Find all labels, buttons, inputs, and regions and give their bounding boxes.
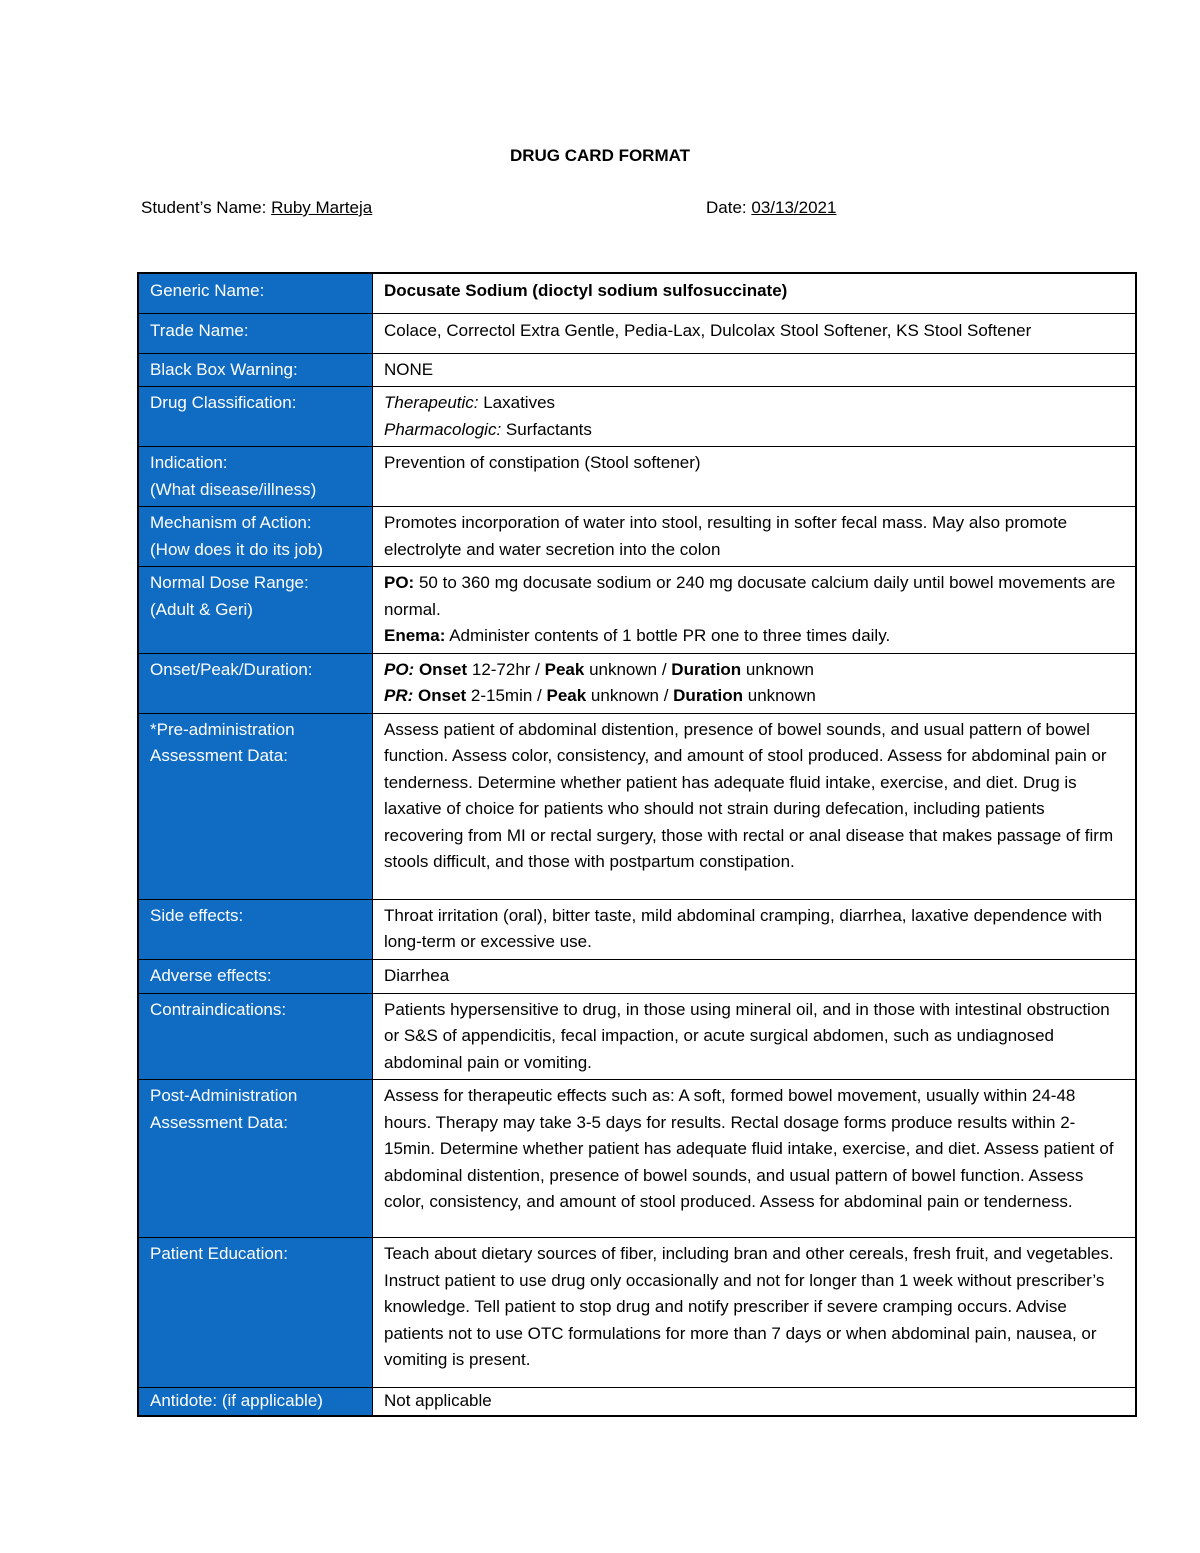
- therapeutic-value: Laxatives: [478, 393, 556, 412]
- onset-pr-duration-value: unknown: [743, 686, 816, 705]
- indication-value: Prevention of constipation (Stool softener): [373, 447, 1137, 507]
- dose-enema-label: Enema:: [384, 626, 446, 645]
- trade-name-label: Trade Name:: [138, 313, 373, 353]
- antidote-label: Antidote: (if applicable): [138, 1388, 373, 1416]
- indication-label-line2: (What disease/illness): [150, 479, 317, 499]
- student-name-value: Ruby Marteja: [271, 198, 373, 217]
- row-pre-administration: [138, 713, 1136, 899]
- onset-po-duration-label: Duration: [671, 659, 742, 679]
- page-title: DRUG CARD FORMAT: [509, 146, 691, 165]
- generic-name-value: Docusate Sodium (dioctyl sodium sulfosuccinate): [373, 273, 1137, 313]
- dose-value: [373, 567, 1137, 654]
- date-line: [706, 198, 836, 218]
- onset-pr-onset-label: Onset: [413, 686, 467, 705]
- mechanism-label-line1: Mechanism of Action:: [150, 513, 312, 532]
- pharmacologic-label: Pharmacologic:: [384, 419, 502, 439]
- trade-name-value: Colace, Correctol Extra Gentle, Pedia-Lax, Dulcolax Stool Softener, KS Stool Softener: [373, 313, 1137, 353]
- patient-education-label: Patient Education:: [138, 1238, 373, 1388]
- post-admin-label: [138, 1080, 373, 1238]
- row-normal-dose-range: [138, 567, 1136, 654]
- pharmacologic-value: Surfactants: [501, 419, 592, 439]
- adverse-effects-label: Adverse effects:: [138, 959, 373, 993]
- row-indication: [138, 447, 1136, 507]
- onset-po-onset-label: Onset: [414, 659, 468, 679]
- date-label: Date:: [706, 198, 752, 217]
- row-post-administration: [138, 1080, 1136, 1238]
- row-patient-education: [138, 1238, 1136, 1388]
- onset-pr-duration-label: Duration: [673, 686, 744, 705]
- onset-po-peak-value: unknown /: [584, 659, 672, 679]
- drug-card-table: [137, 272, 1137, 1417]
- mechanism-value: Promotes incorporation of water into stool, resulting in softer fecal mass. May also promote electrolyte and water secretion into the colon: [373, 507, 1137, 567]
- onset-pr-peak-value: unknown /: [586, 686, 674, 705]
- row-antidote: [138, 1388, 1136, 1416]
- pre-admin-label-line1: *Pre-administration: [150, 719, 295, 739]
- indication-label: [138, 447, 373, 507]
- antidote-value: Not applicable: [373, 1388, 1137, 1416]
- post-admin-label-line2: Assessment Data:: [150, 1112, 288, 1132]
- mechanism-label: [138, 507, 373, 567]
- row-black-box-warning: [138, 353, 1136, 387]
- onset-po-duration-value: unknown: [741, 659, 814, 679]
- dose-label: [138, 567, 373, 654]
- student-name-label: Student’s Name:: [141, 198, 272, 217]
- indication-label-line1: Indication:: [150, 453, 228, 472]
- onset-pr-onset-value: 2-15min /: [466, 686, 547, 705]
- drug-classification-value: [373, 387, 1137, 447]
- side-effects-value: Throat irritation (oral), bitter taste, mild abdominal cramping, diarrhea, laxative dependence with long-term or excessive use.: [373, 899, 1137, 959]
- black-box-value: NONE: [373, 353, 1137, 387]
- black-box-label: Black Box Warning:: [138, 353, 373, 387]
- pre-admin-label-line2: Assessment Data:: [150, 746, 288, 765]
- therapeutic-label: Therapeutic:: [384, 393, 479, 412]
- generic-name-label: Generic Name:: [138, 273, 373, 313]
- row-contraindications: [138, 993, 1136, 1080]
- contraindications-value: Patients hypersensitive to drug, in those using mineral oil, and in those with intestinal obstruction or S&S of appendicitis, fecal impaction, or acute surgical abdomen, such as undiagnosed abdominal pain or vomiting.: [373, 993, 1137, 1080]
- dose-enema-value: Administer contents of 1 bottle PR one to three times daily.: [445, 626, 891, 645]
- dose-po-value: 50 to 360 mg docusate sodium or 240 mg docusate calcium daily until bowel movements are normal.: [384, 573, 1116, 619]
- row-onset-peak-duration: [138, 653, 1136, 713]
- row-mechanism-of-action: [138, 507, 1136, 567]
- onset-pr-peak-label: Peak: [546, 686, 587, 705]
- patient-education-value: Teach about dietary sources of fiber, including bran and other cereals, fresh fruit, and vegetables. Instruct patient to use drug only occasionally and not for longer than 1 week without prescriber’s knowledge. Tell patient to stop drug and notify prescriber if severe cramping occurs. Advise patients not to use OTC formulations for more than 7 days or when abdominal pain, nausea, or vomiting is present.: [373, 1238, 1137, 1388]
- dose-label-line2: (Adult & Geri): [150, 599, 253, 619]
- pre-admin-label: [138, 713, 373, 899]
- row-side-effects: [138, 899, 1136, 959]
- post-admin-label-line1: Post-Administration: [150, 1086, 298, 1105]
- contraindications-label: Contraindications:: [138, 993, 373, 1080]
- student-name-line: [141, 198, 372, 218]
- onset-po-peak-label: Peak: [544, 659, 585, 679]
- onset-pr-route: PR:: [384, 686, 414, 705]
- drug-classification-label: Drug Classification:: [138, 387, 373, 447]
- post-admin-value: Assess for therapeutic effects such as: A soft, formed bowel movement, usually within 24-48 hours. Therapy may take 3-5 days for results. Rectal dosage forms produce results within 2-15min. Determine whether patient has adequate fluid intake, exercise, and diet. Assess patient of abdominal distention, presence of bowel sounds, and usual pattern of bowel function. Assess color, consistency, and amount of stool produced. Assess for abdominal pain or tenderness.: [373, 1080, 1137, 1238]
- date-value: 03/13/2021: [751, 198, 837, 217]
- pre-admin-value: Assess patient of abdominal distention, presence of bowel sounds, and usual pattern of bowel function. Assess color, consistency, and amount of stool produced. Assess for abdominal pain or tenderness. Determine whether patient has adequate fluid intake, exercise, and diet. Drug is laxative of choice for patients who should not strain during defecation, including patients recovering from MI or rectal surgery, those with rectal or anal disease that makes passage of firm stools difficult, and those with postpartum constipation.: [373, 713, 1137, 899]
- onset-label: Onset/Peak/Duration:: [138, 653, 373, 713]
- mechanism-label-line2: (How does it do its job): [150, 539, 323, 559]
- row-trade-name: [138, 313, 1136, 353]
- row-drug-classification: [138, 387, 1136, 447]
- dose-po-label: PO:: [384, 573, 415, 592]
- onset-value: [373, 653, 1137, 713]
- dose-label-line1: Normal Dose Range:: [150, 573, 309, 592]
- adverse-effects-value: Diarrhea: [373, 959, 1137, 993]
- onset-po-onset-value: 12-72hr /: [467, 659, 545, 679]
- row-generic-name: [138, 273, 1136, 313]
- row-adverse-effects: [138, 959, 1136, 993]
- side-effects-label: Side effects:: [138, 899, 373, 959]
- onset-po-route: PO:: [384, 659, 415, 679]
